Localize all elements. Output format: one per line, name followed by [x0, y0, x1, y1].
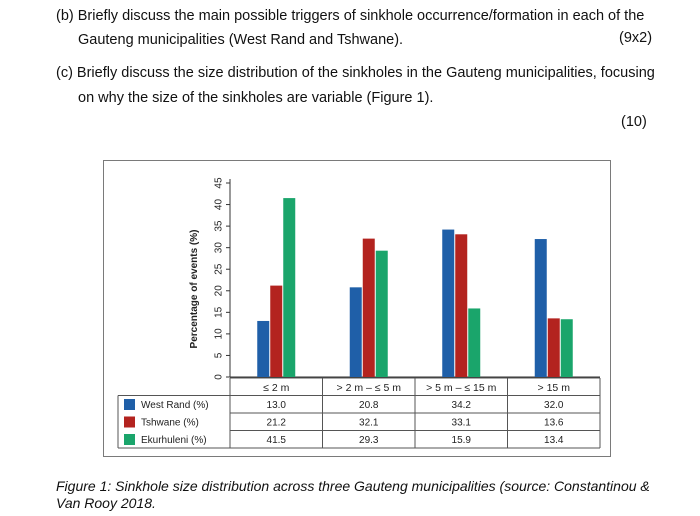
- data-label-2-1: 21.2: [266, 417, 286, 429]
- question-c-line2: on why the size of the sinkholes are variable (Figure 1).: [78, 90, 434, 106]
- data-label-1-3: 34.2: [451, 399, 471, 411]
- data-label-3-3: 15.9: [451, 434, 471, 446]
- legend-label-3: Ekurhuleni (%): [141, 434, 207, 446]
- y-axis-label: Percentage of events (%): [189, 229, 200, 349]
- figure-frame: [103, 160, 611, 457]
- bar-1-1: [257, 321, 269, 377]
- y-tick-label: 5: [213, 352, 225, 359]
- data-label-3-1: 41.5: [266, 434, 286, 446]
- sinkhole-bar-chart: [104, 161, 610, 456]
- data-label-1-2: 20.8: [359, 399, 379, 411]
- bar-2-1: [270, 286, 282, 377]
- y-tick-label: 35: [213, 220, 225, 232]
- legend-swatch-1: [124, 399, 135, 410]
- category-label-2: > 2 m – ≤ 5 m: [336, 381, 401, 394]
- legend-label-1: West Rand (%): [141, 399, 209, 411]
- y-tick-label: 0: [213, 374, 225, 380]
- bar-1-3: [442, 230, 454, 377]
- legend-label-2: Tshwane (%): [141, 417, 199, 429]
- data-label-2-2: 32.1: [359, 417, 379, 429]
- data-label-1-4: 32.0: [544, 399, 564, 411]
- bar-3-1: [283, 198, 295, 377]
- question-c-marks: (10): [621, 114, 647, 130]
- data-label-1-1: 13.0: [266, 399, 286, 411]
- category-label-4: > 15 m: [537, 381, 570, 394]
- data-label-2-3: 33.1: [451, 417, 471, 429]
- data-label-2-4: 13.6: [544, 417, 564, 429]
- bar-3-3: [468, 308, 480, 377]
- bar-3-4: [561, 319, 573, 377]
- bar-2-3: [455, 234, 467, 377]
- legend-swatch-3: [124, 434, 135, 445]
- bar-1-2: [350, 287, 362, 377]
- y-tick-label: 20: [213, 285, 225, 297]
- bar-2-2: [363, 239, 375, 377]
- question-b-line1: (b) Briefly discuss the main possible triggers of sinkhole occurrence/formation in each of the: [56, 8, 645, 24]
- question-c-line1: (c) Briefly discuss the size distribution of the sinkholes in the Gauteng municipalities, focusing: [56, 65, 655, 81]
- category-label-1: ≤ 2 m: [263, 381, 290, 394]
- y-tick-label: 25: [213, 263, 225, 275]
- figure-caption: Figure 1: Sinkhole size distribution across three Gauteng municipalities (source: Constantinou & Van Rooy 2018.: [56, 478, 650, 511]
- bar-1-4: [535, 239, 547, 377]
- y-tick-label: 10: [213, 328, 225, 340]
- question-b-marks: (9x2): [619, 30, 653, 46]
- y-tick-label: 30: [213, 242, 225, 254]
- question-b-line2: Gauteng municipalities (West Rand and Tshwane).: [78, 32, 404, 48]
- data-label-3-2: 29.3: [359, 434, 379, 446]
- bar-3-2: [376, 251, 388, 377]
- y-tick-label: 15: [213, 306, 225, 318]
- legend-swatch-2: [124, 417, 135, 428]
- y-tick-label: 45: [213, 177, 225, 189]
- data-label-3-4: 13.4: [544, 434, 564, 446]
- y-tick-label: 40: [213, 198, 225, 211]
- bar-2-4: [548, 318, 560, 377]
- category-label-3: > 5 m – ≤ 15 m: [426, 381, 497, 394]
